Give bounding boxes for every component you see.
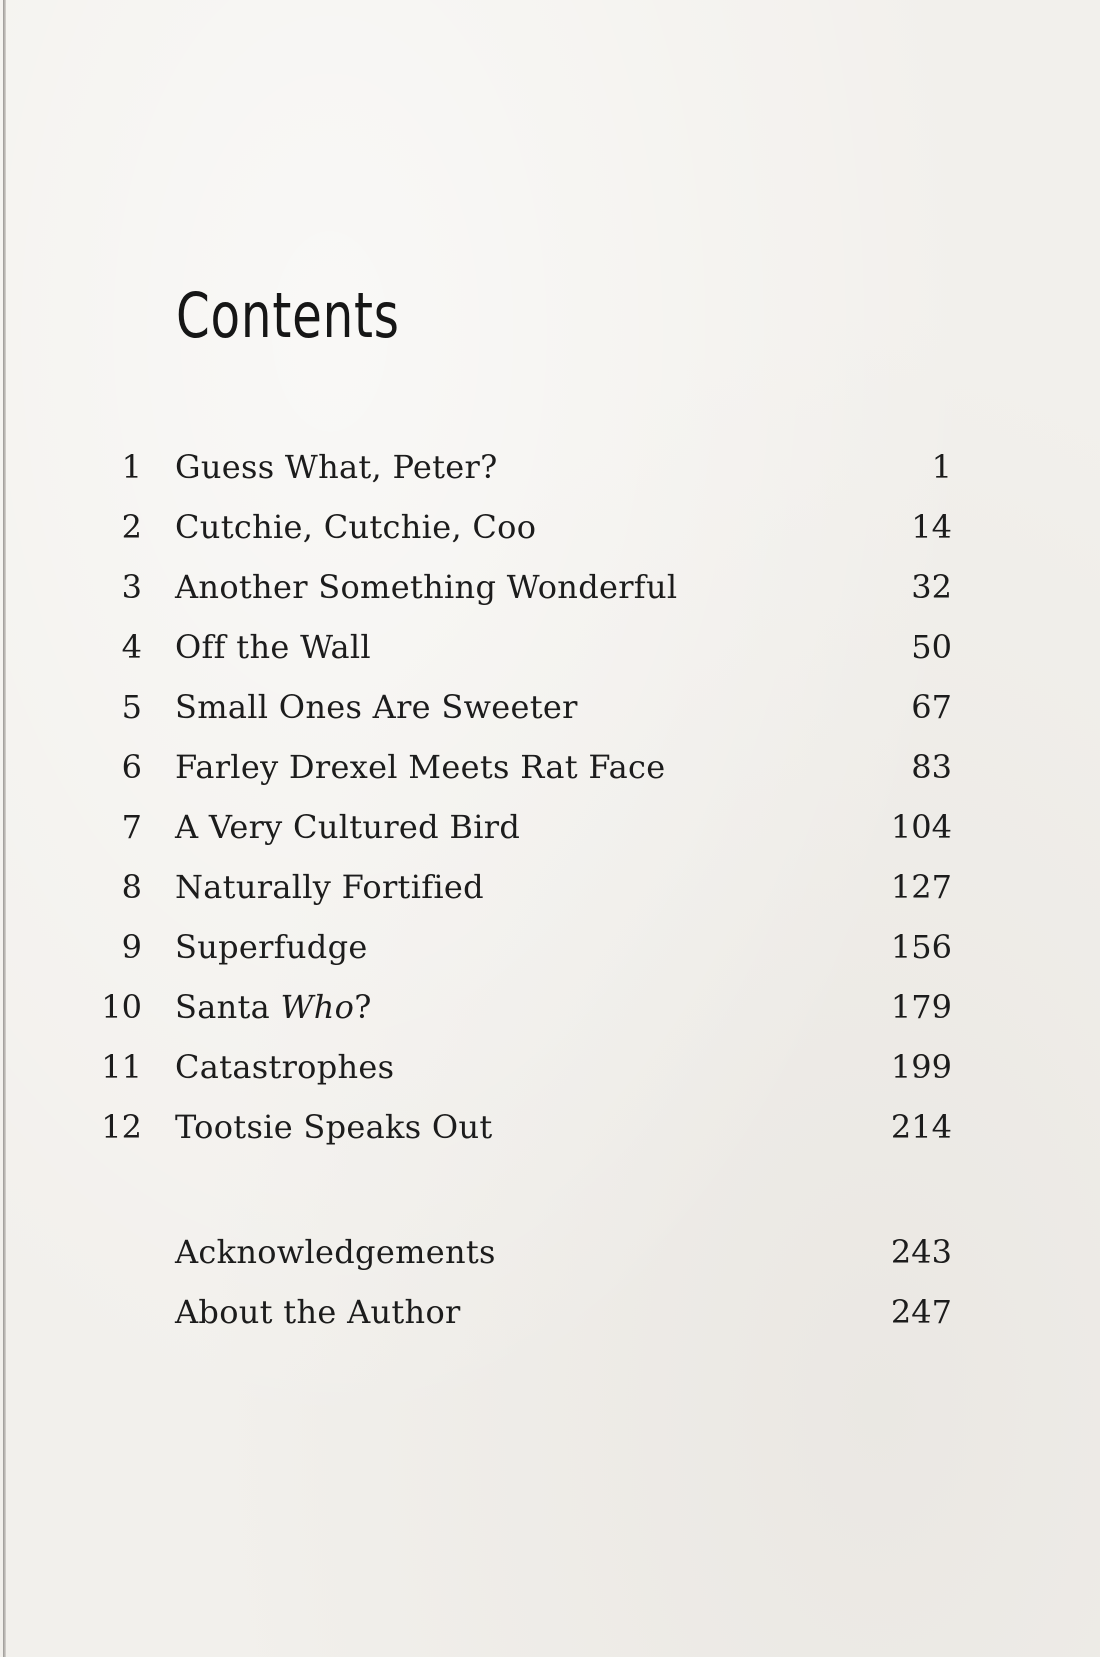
toc-entry-3 [0,562,1100,612]
toc-entry-2 [0,502,1100,552]
chapter-number: 12 [101,1108,142,1146]
chapter-number: 11 [101,1048,142,1086]
chapter-title: Off the Wall [175,628,371,666]
chapter-number: 10 [101,988,142,1026]
chapter-title [175,982,372,1032]
chapter-title: Naturally Fortified [175,868,484,906]
chapter-title-italic: Who [280,988,355,1026]
chapter-title: Another Something Wonderful [175,568,678,606]
chapter-title: Farley Drexel Meets Rat Face [175,748,666,786]
chapter-title: Guess What, Peter? [175,448,498,486]
chapter-title: Cutchie, Cutchie, Coo [175,508,537,546]
toc-entry-6 [0,742,1100,792]
toc-entry-12 [0,1102,1100,1152]
back-matter-page: 247 [890,1293,952,1331]
chapter-page: 67 [911,688,952,726]
back-matter-about-author [0,1287,1100,1337]
chapter-number: 8 [121,868,142,906]
chapter-page: 127 [890,868,952,906]
back-matter-title: Acknowledgements [175,1233,496,1271]
chapter-title: Small Ones Are Sweeter [175,688,578,726]
chapter-title: A Very Cultured Bird [175,808,521,846]
chapter-number: 2 [121,508,142,546]
chapter-page: 156 [890,928,952,966]
toc-entry-9 [0,922,1100,972]
chapter-page: 83 [911,748,952,786]
toc-entry-10 [0,982,1100,1032]
toc-entry-7 [0,802,1100,852]
chapter-page: 104 [890,808,952,846]
chapter-number: 4 [121,628,142,666]
chapter-number: 5 [121,688,142,726]
chapter-number: 7 [121,808,142,846]
back-matter-page: 243 [890,1233,952,1271]
chapter-number: 9 [121,928,142,966]
chapter-page: 32 [911,568,952,606]
chapter-page: 14 [911,508,952,546]
chapter-title: Catastrophes [175,1048,395,1086]
chapter-number: 1 [121,448,142,486]
chapter-page: 50 [911,628,952,666]
chapter-number: 3 [121,568,142,606]
chapter-title-plain: Santa [175,988,281,1026]
toc-entry-8 [0,862,1100,912]
chapter-number: 6 [121,748,142,786]
toc-entry-4 [0,622,1100,672]
back-matter-acknowledgements [0,1227,1100,1277]
toc-entry-5 [0,682,1100,732]
chapter-page: 1 [931,448,952,486]
toc-entry-1 [0,442,1100,492]
page-title: Contents [176,279,400,352]
chapter-title-end: ? [354,988,372,1026]
chapter-page: 179 [890,988,952,1026]
toc-entry-11 [0,1042,1100,1092]
back-matter-title: About the Author [175,1293,461,1331]
chapter-title: Tootsie Speaks Out [175,1108,493,1146]
chapter-title: Superfudge [175,928,368,966]
chapter-page: 199 [890,1048,952,1086]
chapter-page: 214 [890,1108,952,1146]
